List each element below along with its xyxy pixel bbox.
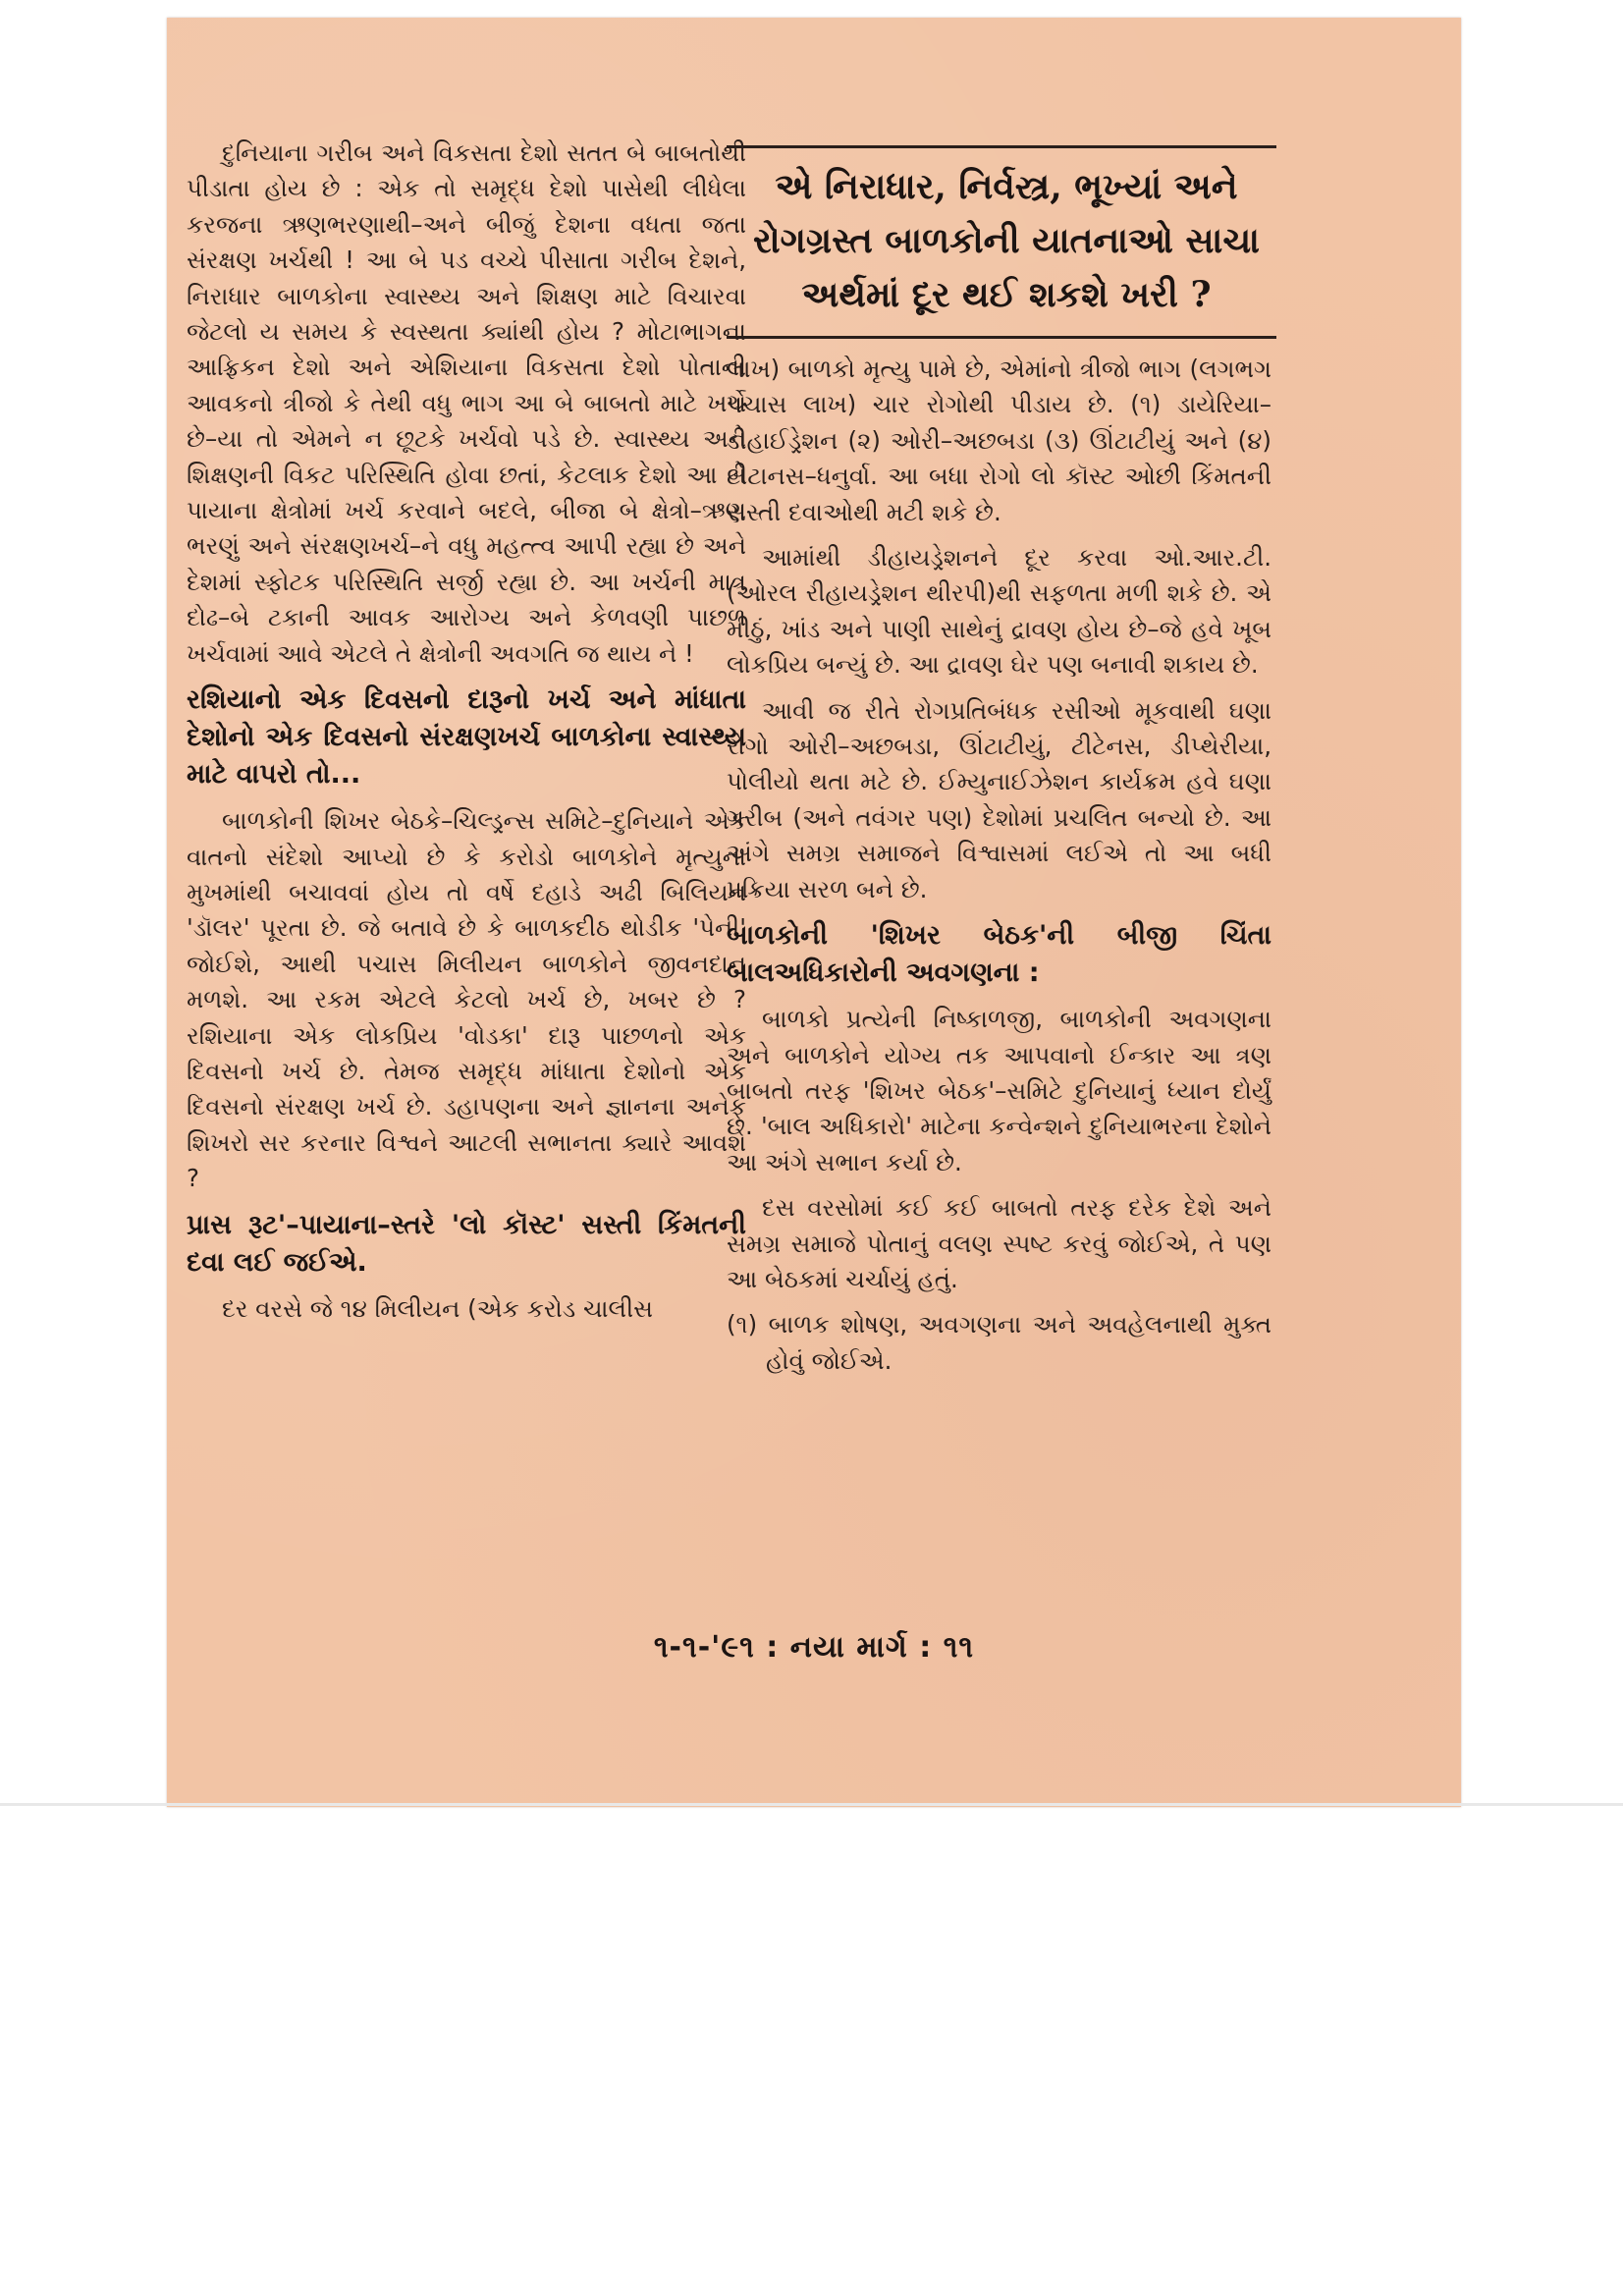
right-list-item-1: (૧) બાળક શોષણ, અવગણના અને અવહેલનાથી મુક્ત હોવું જોઈએ. bbox=[727, 1310, 1271, 1375]
article-title: એ નિરાધાર, નિર્વસ્ત્ર, ભૂખ્યાં અને રોગગ્રસ્ત બાળકોની યાતનાઓ સાચા અર્થમાં દૂર થઈ શકશે ખરી ? bbox=[752, 166, 1260, 315]
left-column bbox=[187, 136, 746, 1337]
left-subheading-2: પ્રાસ રૂટ'–પાયાના–સ્તરે 'લો કૉસ્ટ' સસ્તી કિંમતની દવા લઈ જઈએ. bbox=[187, 1209, 746, 1278]
right-paragraph-4: બાળકો પ્રત્યેની નિષ્કાળજી, બાળકોની અવગણના અને બાળકોને યોગ્ય તક આપવાનો ઈન્કાર આ ત્રણ બાબતો તરફ 'શિખર બેઠક'–સમિટે દુનિયાનું ધ્યાન દોર્યું છે. 'બાલ અધિકારો' માટેના કન્વેન્શને દુનિયાભરના દેશોને આ અંગે સભાન કર્યા છે. bbox=[727, 1005, 1271, 1176]
article-title-box bbox=[727, 145, 1276, 339]
left-subheading-1: રશિયાનો એક દિવસનો દારૂનો ખર્ચ અને માંધાતા દેશોનો એક દિવસનો સંરક્ષણખર્ચ બાળકોના સ્વાસ્થ્ય માટે વાપરો તો... bbox=[187, 684, 746, 791]
right-paragraph-3: આવી જ રીતે રોગપ્રતિબંધક રસીઓ મૂકવાથી ઘણા રોગો ઓરી–અછબડા, ઊંટાટીયું, ટીટેનસ, ડીપ્થેરીયા, પોલીયો થતા મટે છે. ઈમ્યુનાઈઝેશન કાર્યક્રમ હવે ઘણા ગરીબ (અને તવંગર પણ) દેશોમાં પ્રચલિત બન્યો છે. આ અંગે સમગ્ર સમાજને વિશ્વાસમાં લઈએ તો આ બધી પ્રક્રિયા સરળ બને છે. bbox=[727, 695, 1271, 903]
page-edge-line bbox=[0, 1803, 1623, 1806]
right-paragraph-1: લાખ) બાળકો મૃત્યુ પામે છે, એમાંનો ત્રીજો ભાગ (લગભગ પચાસ લાખ) ચાર રોગોથી પીડાય છે. (૧) ડાયેરિયા–ડીહાઈડ્રેશન (૨) ઓરી–અછબડા (૩) ઊંટાટીયું અને (૪) ટીટાનસ–ધનુર્વા. આ બધા રોગો લો કૉસ્ટ ઓછી કિંમતની સસ્તી દવાઓથી મટી શકે છે. bbox=[727, 355, 1271, 526]
left-paragraph-1: દુનિયાના ગરીબ અને વિકસતા દેશો સતત બે બાબતોથી પીડાતા હોય છે : એક તો સમૃદ્ધ દેશો પાસેથી લીધેલા કરજના ઋણભરણાથી–અને બીજું દેશના વધતા જતા સંરક્ષણ ખર્ચથી ! આ બે પડ વચ્ચે પીસાતા ગરીબ દેશને, નિરાધાર બાળકોના સ્વાસ્થ્ય અને શિક્ષણ માટે વિચારવા જેટલો ય સમય કે સ્વસ્થતા ક્યાંથી હોય ? મોટાભાગના આફ્રિકન દેશો અને એશિયાના વિકસતા દેશો પોતાની આવકનો ત્રીજો કે તેથી વધુ ભાગ આ બે બાબતો માટે ખર્ચે છે–યા તો એમને ન છૂટકે ખર્ચવો પડે છે. સ્વાસ્થ્ય અને શિક્ષણની વિકટ પરિસ્થિતિ હોવા છતાં, કેટલાક દેશો આ બે પાયાના ક્ષેત્રોમાં ખર્ચ કરવાને બદલે, બીજા બે ક્ષેત્રો–ઋણ ભરણું અને સંરક્ષણખર્ચ–ને વધુ મહત્ત્વ આપી રહ્યા છે અને દેશમાં સ્ફોટક પરિસ્થિતિ સર્જી રહ્યા છે. આ ખર્ચની માત્ર દોઢ–બે ટકાની આવક આરોગ્ય અને કેળવણી પાછળ ખર્ચવામાં આવે એટલે તે ક્ષેત્રોની અવગતિ જ થાય ને ! bbox=[187, 138, 746, 668]
left-paragraph-2: બાળકોની શિખર બેઠકે–ચિલ્ડ્રન્સ સમિટે–દુનિયાને એક વાતનો સંદેશો આપ્યો છે કે કરોડો બાળકોને મૃત્યુના મુખમાંથી બચાવવાં હોય તો વર્ષે દહાડે અઢી બિલિયન 'ડૉલર' પૂરતા છે. જે બતાવે છે કે બાળકદીઠ થોડીક 'પેની' જોઈશે, આથી પચાસ મિલીયન બાળકોને જીવનદાન મળશે. આ રકમ એટલે કેટલો ખર્ચ છે, ખબર છે ? રશિયાના એક લોકપ્રિય 'વોડકા' દારૂ પાછળનો એક દિવસનો ખર્ચ છે. તેમજ સમૃદ્ધ માંધાતા દેશોનો એક દિવસનો સંરક્ષણ ખર્ચ છે. ડહાપણના અને જ્ઞાનના અનેક શિખરો સર કરનાર વિશ્વને આટલી સભાનતા ક્યારે આવશે ? bbox=[187, 806, 746, 1193]
right-column bbox=[727, 352, 1271, 1389]
left-paragraph-3: દર વરસે જે ૧૪ મિલીયન (એક કરોડ ચાલીસ bbox=[222, 1293, 653, 1323]
right-paragraph-2: આમાંથી ડીહાયડ્રેશનને દૂર કરવા ઓ.આર.ટી. (ઓરલ રીહાયડ્રેશન થીરપી)થી સફળતા મળી શકે છે. એ મીઠું, ખાંડ અને પાણી સાથેનું દ્રાવણ હોય છે–જે હવે ખૂબ લોકપ્રિય બન્યું છે. આ દ્રાવણ ઘેર પણ બનાવી શકાય છે. bbox=[727, 543, 1271, 680]
right-paragraph-5: દસ વરસોમાં કઈ કઈ બાબતો તરફ દરેક દેશે અને સમગ્ર સમાજે પોતાનું વલણ સ્પષ્ટ કરવું જોઈએ, તે પણ આ બેઠકમાં ચર્ચાયું હતું. bbox=[727, 1193, 1271, 1293]
right-subheading-1: બાળકોની 'શિખર બેઠક'ની બીજી ચિંતા બાલઅધિકારોની અવગણના : bbox=[727, 920, 1271, 989]
page-footer: ૧-૧-'૯૧ : નયા માર્ગ : ૧૧ bbox=[653, 1630, 975, 1665]
scanned-page bbox=[167, 18, 1461, 1807]
